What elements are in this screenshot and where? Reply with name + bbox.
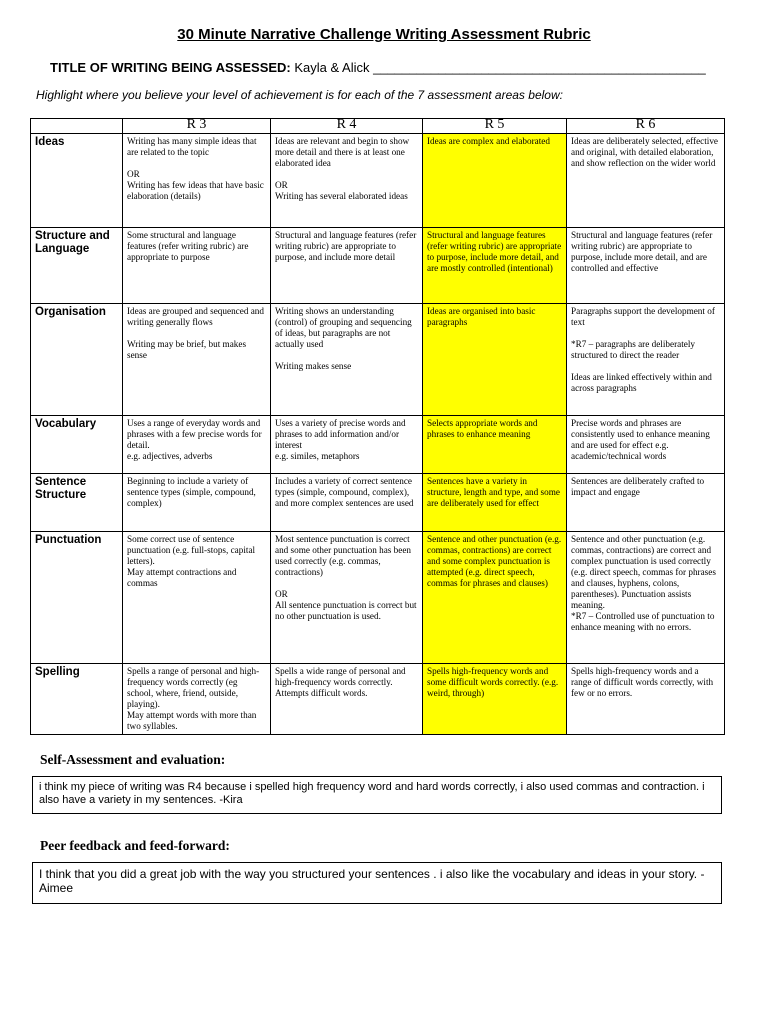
area-label: Organisation	[31, 304, 123, 416]
rubric-cell-r3[interactable]: Some correct use of sentence punctuation (e.g. full-stops, capital letters). May attempt contractions and commas	[123, 532, 271, 664]
rubric-cell-r3[interactable]: Some structural and language features (refer writing rubric) are appropriate to purpose	[123, 228, 271, 304]
rubric-row-spelling	[31, 664, 725, 735]
rubric-cell-r5-highlighted[interactable]: Sentence and other punctuation (e.g. commas, contractions) are correct and some complex punctuation is attempted (e.g. direct speech, commas for phrases and clauses)	[423, 532, 567, 664]
rubric-cell-r6[interactable]: Spells high-frequency words and a range of difficult words correctly, with few or no errors.	[567, 664, 725, 735]
document-title: 30 Minute Narrative Challenge Writing Assessment Rubric	[177, 26, 591, 43]
rubric-cell-r6[interactable]: Sentence and other punctuation (e.g. commas, contractions) are correct and complex punctuation is used correctly (e.g. direct speech, commas for phrases and clauses, hyphens, colons, parentheses). Punctuation assists meaning. *R7 – Controlled use of punctuation to enhance meaning with no errors.	[567, 532, 725, 664]
rubric-cell-r3[interactable]: Ideas are grouped and sequenced and writing generally flows Writing may be brief, but makes sense	[123, 304, 271, 416]
rubric-cell-r6[interactable]: Precise words and phrases are consistently used to enhance meaning and are used for effect e.g. academic/technical words	[567, 416, 725, 474]
area-label: Punctuation	[31, 532, 123, 664]
rubric-cell-r3[interactable]: Writing has many simple ideas that are related to the topic OR Writing has few ideas that have basic elaboration (details)	[123, 134, 271, 228]
area-label: Vocabulary	[31, 416, 123, 474]
self-assessment-heading: Self-Assessment and evaluation:	[40, 752, 226, 767]
rubric-header-r3: R 3	[123, 119, 271, 134]
writing-title-value: Kayla & Alick ______________________________________________	[290, 60, 706, 75]
rubric-header-r4: R 4	[271, 119, 423, 134]
area-label: Structure and Language	[31, 228, 123, 304]
writing-title-label: TITLE OF WRITING BEING ASSESSED:	[50, 60, 291, 75]
rubric-cell-r5-highlighted[interactable]: Structural and language features (refer writing rubric) are appropriate to purpose, include more detail, and are mostly controlled (intentional)	[423, 228, 567, 304]
rubric-row-punctuation	[31, 532, 725, 664]
rubric-header-r5: R 5	[423, 119, 567, 134]
rubric-row-sentence-structure	[31, 474, 725, 532]
rubric-table	[30, 118, 725, 735]
rubric-cell-r3[interactable]: Uses a range of everyday words and phrases with a few precise words for detail. e.g. adjectives, adverbs	[123, 416, 271, 474]
rubric-row-vocabulary	[31, 416, 725, 474]
rubric-cell-r3[interactable]: Beginning to include a variety of sentence types (simple, compound, complex)	[123, 474, 271, 532]
peer-feedback-box[interactable]: I think that you did a great job with the way you structured your sentences . i also like the vocabulary and ideas in your story. - Aimee	[32, 862, 722, 904]
rubric-cell-r5-highlighted[interactable]: Ideas are complex and elaborated	[423, 134, 567, 228]
rubric-row-structure	[31, 228, 725, 304]
writing-title-line	[50, 60, 706, 75]
rubric-cell-r3[interactable]: Spells a range of personal and high-frequency words correctly (eg school, where, friend, outside, playing). May attempt words with more than two syllables.	[123, 664, 271, 735]
rubric-cell-r4[interactable]: Ideas are relevant and begin to show more detail and there is at least one elaborated idea OR Writing has several elaborated ideas	[271, 134, 423, 228]
area-label: Spelling	[31, 664, 123, 735]
rubric-cell-r5-highlighted[interactable]: Selects appropriate words and phrases to enhance meaning	[423, 416, 567, 474]
area-label: Sentence Structure	[31, 474, 123, 532]
rubric-header-r6: R 6	[567, 119, 725, 134]
rubric-cell-r4[interactable]: Writing shows an understanding (control) of grouping and sequencing of ideas, but paragraphs are not actually used Writing makes sense	[271, 304, 423, 416]
rubric-cell-r5-highlighted[interactable]: Spells high-frequency words and some difficult words correctly. (e.g. weird, through)	[423, 664, 567, 735]
rubric-cell-r5-highlighted[interactable]: Sentences have a variety in structure, length and type, and some are deliberately used for effect	[423, 474, 567, 532]
rubric-cell-r6[interactable]: Structural and language features (refer writing rubric) are appropriate to purpose, include more detail, and are controlled and effective	[567, 228, 725, 304]
rubric-cell-r4[interactable]: Uses a variety of precise words and phrases to add information and/or interest e.g. similes, metaphors	[271, 416, 423, 474]
rubric-cell-r5-highlighted[interactable]: Ideas are organised into basic paragraphs	[423, 304, 567, 416]
rubric-row-organisation	[31, 304, 725, 416]
rubric-header-area	[31, 119, 123, 134]
rubric-cell-r4[interactable]: Most sentence punctuation is correct and some other punctuation has been used correctly (e.g. commas, contractions) OR All sentence punctuation is correct but no other punctuation is used.	[271, 532, 423, 664]
rubric-cell-r6[interactable]: Sentences are deliberately crafted to impact and engage	[567, 474, 725, 532]
peer-feedback-heading: Peer feedback and feed-forward:	[40, 838, 230, 853]
instruction-text: Highlight where you believe your level of achievement is for each of the 7 assessment areas below:	[36, 88, 563, 102]
rubric-cell-r4[interactable]: Structural and language features (refer writing rubric) are appropriate to purpose, and include more detail	[271, 228, 423, 304]
rubric-cell-r6[interactable]: Ideas are deliberately selected, effective and original, with detailed elaboration, and show reflection on the wider world	[567, 134, 725, 228]
rubric-cell-r6[interactable]: Paragraphs support the development of text *R7 – paragraphs are deliberately structured to direct the reader Ideas are linked effectively within and across paragraphs	[567, 304, 725, 416]
area-label: Ideas	[31, 134, 123, 228]
rubric-cell-r4[interactable]: Spells a wide range of personal and high-frequency words correctly. Attempts difficult words.	[271, 664, 423, 735]
self-assessment-box[interactable]: i think my piece of writing was R4 because i spelled high frequency word and hard words correctly, i also used commas and contraction. i also have a variety in my sentences. -Kira	[32, 776, 722, 814]
rubric-row-ideas	[31, 134, 725, 228]
rubric-cell-r4[interactable]: Includes a variety of correct sentence types (simple, compound, complex), and more complex sentences are used	[271, 474, 423, 532]
rubric-header-row	[31, 119, 725, 134]
